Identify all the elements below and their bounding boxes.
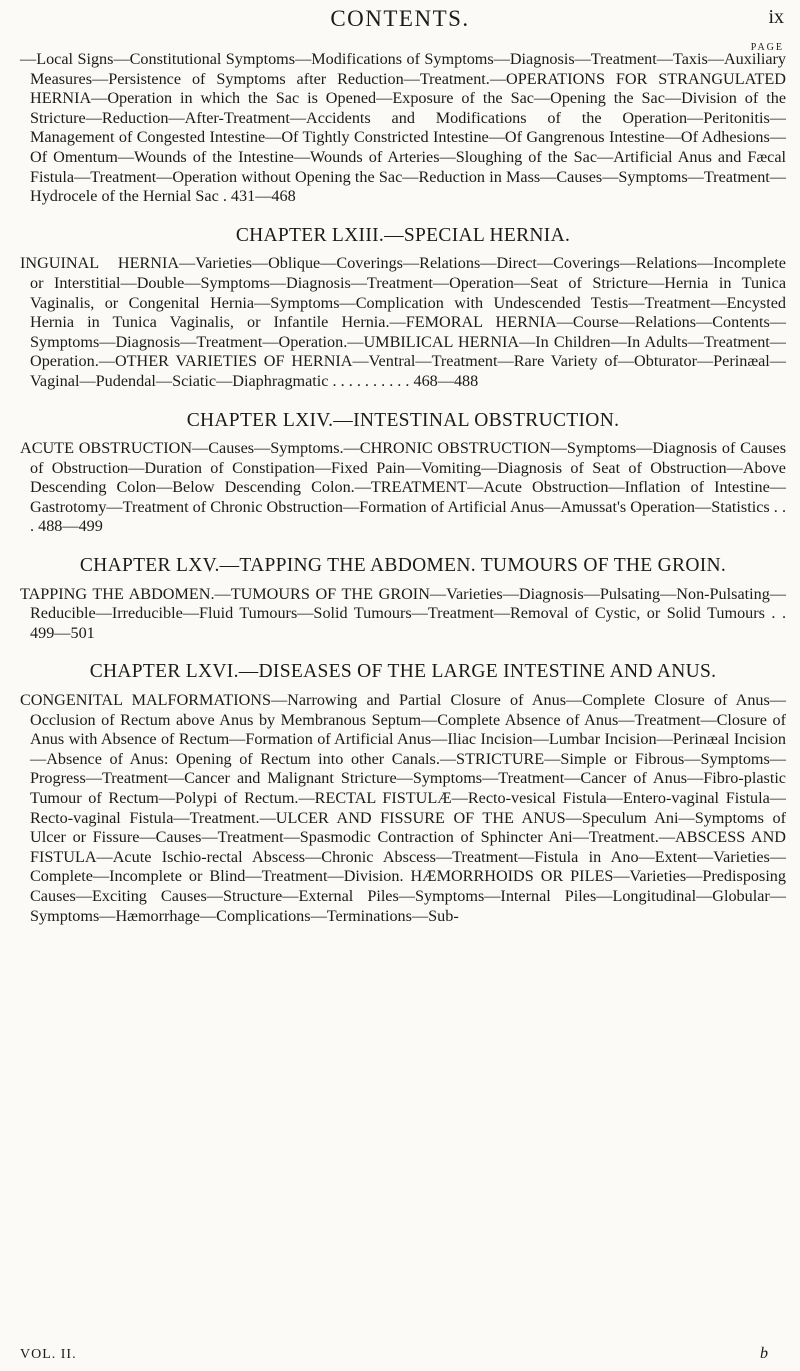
page-column-label: PAGE: [750, 42, 784, 53]
page-footer: [20, 1347, 786, 1367]
chapter-heading-63: CHAPTER LXIII.—SPECIAL HERNIA.: [235, 224, 571, 246]
contents-entry-ch63: INGUINAL HERNIA—Varieties—Oblique—Coverings—Relations—Direct—Coverings—Relations—Incomplete or Interstitial—Double—Symptoms—Diagnosis—Treatment—Operation—Seat of Stricture—Hernia in Tunica Vaginalis, or Congenital Hernia—Symptoms—Complication with Undescended Testis—Treatment—Encysted Hernia in Tunica Vaginalis, or Infantile Hernia.—FEMORAL HERNIA—Course—Relations—Contents—Symptoms—Diagnosis—Treatment—Operation.—UMBILICAL HERNIA—In Children—In Adults—Treatment—Operation.—OTHER VARIETIES OF HERNIA—Ventral—Treatment—Rare Variety of—Obturator—Perinæal—Vaginal—Pudendal—Sciatic—Diaphragmatic . . . . . . . . . . 468—488: [20, 254, 786, 390]
page-title: CONTENTS.: [330, 6, 470, 31]
contents-entry-intro: —Local Signs—Constitutional Symptoms—Modifications of Symptoms—Diagnosis—Treatment—Taxis—Auxiliary Measures—Persistence of Symptoms after Reduction—Treatment.—OPERATIONS FOR STRANGULATED HERNIA—Operation in which the Sac is Opened—Exposure of the Sac—Opening the Sac—Division of the Stricture—Reduction—After-Treatment—Accidents and Modifications of the Operation—Peritonitis—Management of Congested Intestine—Of Tightly Constricted Intestine—Of Gangrenous Intestine—Of Adhesions—Of Omentum—Wounds of the Intestine—Wounds of Arteries—Sloughing of the Sac—Artificial Anus and Fæcal Fistula—Treatment—Operation without Opening the Sac—Reduction in Mass—Causes—Symptoms—Treatment—Hydrocele of the Hernial Sac . 431—468: [20, 50, 786, 206]
contents-entry-ch65: TAPPING THE ABDOMEN.—TUMOURS OF THE GROIN—Varieties—Diagnosis—Pulsating—Non-Pulsating—Reducible—Irreducible—Fluid Tumours—Solid Tumours—Treatment—Removal of Cystic, or Solid Tumours . . 499—501: [20, 584, 786, 642]
running-head: [0, 6, 800, 36]
contents-entry-ch64: ACUTE OBSTRUCTION—Causes—Symptoms.—CHRONIC OBSTRUCTION—Symptoms—Diagnosis of Causes of Obstruction—Duration of Constipation—Fixed Pain—Vomiting—Diagnosis of Seat of Obstruction—Above Descending Colon—Below Descending Colon.—TREATMENT—Acute Obstruction—Inflation of Intestine—Gastrotomy—Treatment of Chronic Obstruction—Formation of Artificial Anus—Amussat's Operation—Statistics . . . 488—499: [20, 439, 786, 536]
chapter-heading-66: CHAPTER LXVI.—DISEASES OF THE LARGE INTESTINE AND ANUS.: [89, 661, 717, 683]
chapter-heading-64: CHAPTER LXIV.—INTESTINAL OBSTRUCTION.: [186, 409, 620, 431]
contents-body: [20, 50, 786, 926]
contents-entry-ch66: CONGENITAL MALFORMATIONS—Narrowing and Partial Closure of Anus—Complete Closure of Anus—Occlusion of Rectum above Anus by Membranous Septum—Complete Absence of Anus—Treatment—Closure of Anus with Absence of Rectum—Formation of Artificial Anus—Iliac Incision—Lumbar Incision—Perinæal Incision—Absence of Anus: Opening of Rectum into other Canals.—STRICTURE—Simple or Fibrous—Symptoms—Progress—Treatment—Cancer and Malignant Stricture—Symptoms—Treatment—Cancer of Anus—Fibro-plastic Tumour of Rectum—Polypi of Rectum.—RECTAL FISTULÆ—Recto-vesical Fistula—Entero-vaginal Fistula—Recto-vaginal Fistula—Treatment.—ULCER AND FISSURE OF THE ANUS—Speculum Ani—Symptoms of Ulcer or Fissure—Causes—Treatment—Spasmodic Contraction of Sphincter Ani—Treatment.—ABSCESS AND FISTULA—Acute Ischio-rectal Abscess—Chronic Abscess—Treatment—Fistula in Ano—Extent—Varieties—Complete—Incomplete or Blind—Treatment—Division. HÆMORRHOIDS OR PILES—Varieties—Predisposing Causes—Exciting Causes—Structure—External Piles—Symptoms—Internal Piles—Longitudinal—Globular—Symptoms—Hæmorrhage—Complications—Terminations—Sub-: [20, 691, 786, 925]
chapter-heading-65: CHAPTER LXV.—TAPPING THE ABDOMEN. TUMOURS OF THE GROIN.: [79, 555, 727, 577]
volume-marker: VOL. II.: [20, 1347, 77, 1362]
page-number: ix: [768, 6, 784, 28]
signature-mark: b: [760, 1345, 768, 1362]
